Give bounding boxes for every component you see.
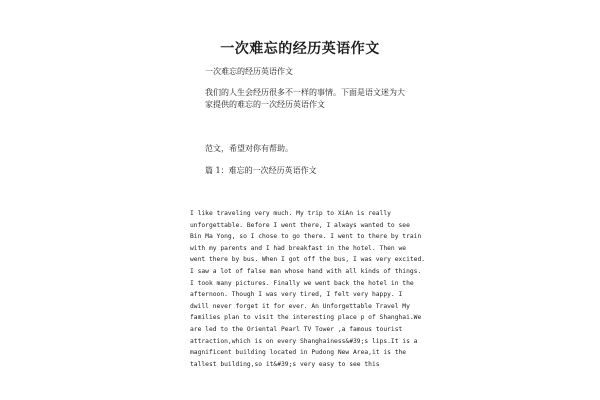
essay-line: I like traveling very much. My trip to XiAn is really xyxy=(190,210,391,217)
essay-line: attraction,which is on every Shanghainess&#39;s lips.It is a xyxy=(190,337,418,345)
intro-paragraph: 我们的人生会经历很多不一样的事情。下面是语文迷为大家提供的难忘的一次经历英语作文 xyxy=(205,88,405,109)
essay-line: Bin Ma Yong, so I chose to go there. I went to there by train xyxy=(190,233,422,241)
essay-line: afternoon. Though I was very tired, I felt very happy. I xyxy=(190,291,403,299)
essay-line: with my parents and I had breakfast in the hotel. Then we xyxy=(190,244,407,252)
essay-line: are led to the Oriental Pearl TV Tower ,a famous tourist xyxy=(190,325,403,333)
essay-line: dwill never forget it for ever. An Unforgettable Travel My xyxy=(190,302,410,310)
essay-line: I saw a lot of false man whose hand with all kinds of things. xyxy=(190,267,422,275)
essay-line: families plan to visit the interesting place p of Shanghai.We xyxy=(190,314,422,322)
section-heading: 篇 1：难忘的一次经历英语作文 xyxy=(205,166,317,175)
essay-line: tallest building,so it&#39;s very easy to see this xyxy=(190,360,380,368)
essay-line: unforgettable. Before I went there, I always wanted to see xyxy=(190,221,410,229)
essay-line: went there by bus. When I got off the bus, I was very excited. xyxy=(190,256,426,264)
essay-line: I took many pictures. Finally we went back the hotel in the xyxy=(190,279,414,287)
essay-line: magnificent building located in Pudong New Area,it is the xyxy=(190,349,407,357)
essay-body xyxy=(190,208,426,370)
document-subtitle: 一次难忘的经历英语作文 xyxy=(205,67,293,76)
document-title: 一次难忘的经历英语作文 xyxy=(220,41,380,57)
wish-line: 范文，希望对你有帮助。 xyxy=(205,144,293,153)
